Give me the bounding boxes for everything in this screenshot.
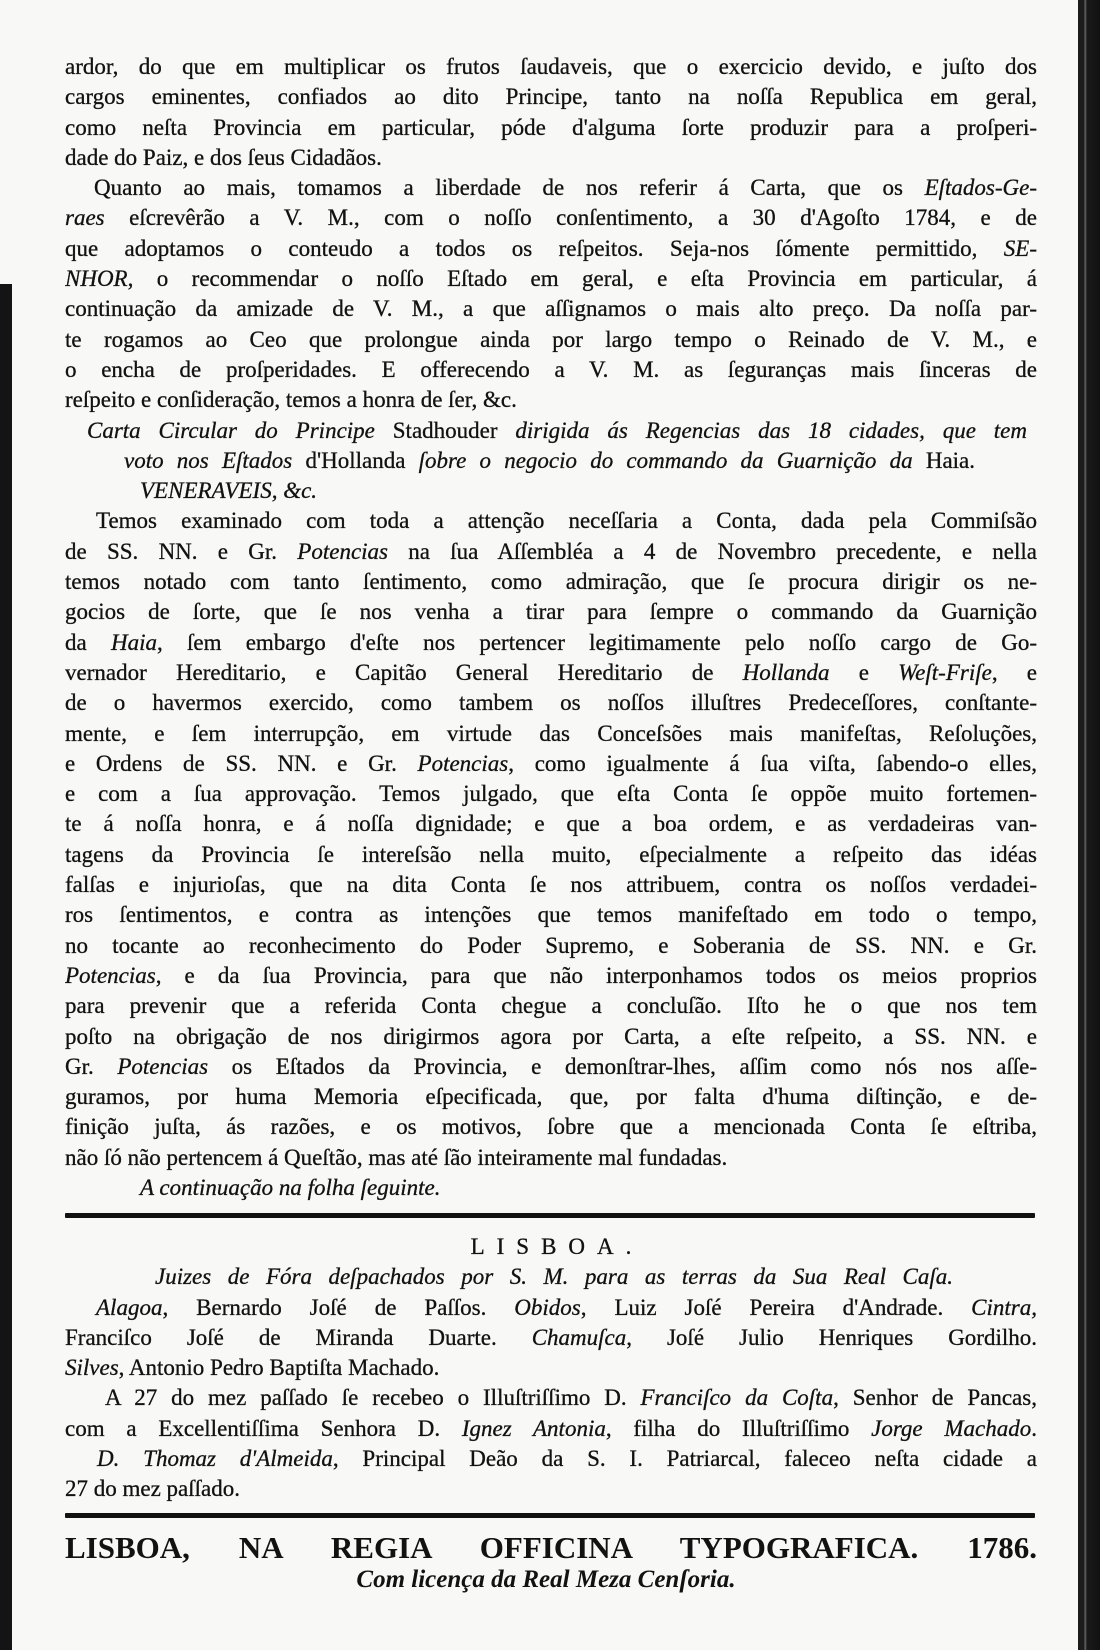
text-line: gocios de ſorte, que ſe nos venha a tirar para ſempre o commando da Guarnição bbox=[65, 599, 1037, 625]
text-line: te rogamos ao Ceo que prolongue ainda por largo tempo o Reinado de V. M., e bbox=[65, 326, 1037, 352]
text-line bbox=[65, 1353, 1037, 1383]
text-segment: eſcrevêrão a V. M., com o noſſo conſentimento, a 30 d'Agoſto 1784, e de bbox=[104, 205, 1037, 231]
text-segment: da bbox=[65, 629, 111, 655]
text-line: de o havermos exercido, como tambem os noſſos illuſtres Predeceſſores, conſtante- bbox=[65, 690, 1037, 716]
text-line: cargos eminentes, confiados ao dito Principe, tanto na noſſa Republica em geral, bbox=[65, 84, 1037, 110]
text-line: Temos examinado com toda a attenção neceſſaria a Conta, dada pela Commiſsão bbox=[96, 508, 1037, 534]
text-line: poſto na obrigação de nos dirigirmos agora por Carta, a eſte reſpeito, a SS. NN. e bbox=[65, 1023, 1037, 1049]
imprint-line: LISBOA, NA REGIA OFFICINA TYPOGRAFICA. 1786. bbox=[65, 1530, 1037, 1565]
text-line: falſas e injurioſas, que na dita Conta ſe nos attribuem, contra os noſſos verdadei- bbox=[65, 872, 1037, 898]
text-segment: na ſua Aſſembléa a 4 de Novembro precedente, e nella bbox=[388, 538, 1037, 564]
italic-text-segment: Silves bbox=[65, 1355, 119, 1381]
italic-text-segment: Ignez Antonia bbox=[461, 1415, 606, 1441]
text-line: finição juſta, ás razões, e os motivos, ſobre que a mencionada Conta ſe eſtriba, bbox=[65, 1114, 1037, 1140]
text-line bbox=[65, 658, 1037, 688]
text-line: não ſó não pertencem á Queſtão, mas até ſão inteiramente mal fundadas. bbox=[65, 1144, 728, 1170]
appointments-title: Juizes de Fóra deſpachados por S. M. para as terras da Sua Real Caſa. bbox=[155, 1264, 953, 1290]
text-line bbox=[65, 234, 1037, 264]
text-line: 27 do mez paſſado. bbox=[65, 1476, 241, 1502]
text-segment: Gr. bbox=[65, 1053, 118, 1079]
text-line: continuação da amizade de V. M., a que aſſignamos o mais alto preço. Da noſſa par- bbox=[65, 296, 1037, 322]
text-line: e com a ſua approvação. Temos julgado, que eſta Conta ſe oppõe muito fortemen- bbox=[65, 781, 1037, 807]
text-segment: , o recommendar o noſſo Eſtado em geral, e eſta Provincia em particular, á bbox=[127, 266, 1037, 292]
italic-text-segment: Chamuſca bbox=[531, 1324, 627, 1350]
letter-body bbox=[65, 506, 1037, 1203]
appointments-list bbox=[65, 1293, 1037, 1384]
italic-text-segment: Eſtados-Ge- bbox=[924, 175, 1037, 201]
scan-edge-right bbox=[1078, 0, 1100, 1650]
italic-text-segment: Alagoa bbox=[96, 1294, 163, 1320]
text-line bbox=[65, 416, 1037, 446]
text-line: para prevenir que a referida Conta chegue a concluſão. Iſto he o que nos tem bbox=[65, 993, 1037, 1019]
censor-license: Com licença da Real Meza Cenſoria. bbox=[356, 1566, 736, 1593]
italic-text-segment: Cintra, bbox=[971, 1294, 1037, 1320]
text-line bbox=[65, 1444, 1037, 1474]
text-segment: e Ordens de SS. NN. e Gr. bbox=[65, 750, 418, 776]
text-segment: , Principal Deão da S. I. Patriarcal, faleceo neſta cidade a bbox=[332, 1446, 1037, 1472]
text-line: ardor, do que em multiplicar os frutos ſaudaveis, que o exercicio devido, e juſto dos bbox=[65, 54, 1037, 79]
section-divider bbox=[65, 1213, 1035, 1218]
italic-text-segment: SE- bbox=[1003, 235, 1037, 261]
italic-text-segment: ſobre o negocio do commando da Guarnição da bbox=[405, 447, 926, 473]
text-segment: Haia. bbox=[925, 447, 975, 473]
text-segment: , Senhor de Pancas, bbox=[833, 1385, 1037, 1411]
text-segment: , e bbox=[991, 659, 1037, 685]
text-segment: A 27 do mez paſſado ſe recebeo o Illuſtriſſimo D. bbox=[105, 1385, 641, 1411]
text-segment: , Bernardo Joſé de Paſſos. bbox=[162, 1294, 515, 1320]
article-column bbox=[65, 52, 1037, 1203]
text-segment: , filha do Illuſtriſſimo bbox=[605, 1415, 872, 1441]
text-segment: que adoptamos o conteudo a todos os reſpeitos. Seja-nos ſómente permittido, bbox=[65, 235, 1004, 261]
italic-text-segment: Hollanda bbox=[742, 659, 830, 685]
text-segment: , e da ſua Provincia, para que não interponhamos todos os meios proprios bbox=[155, 962, 1037, 988]
text-line bbox=[65, 961, 1037, 991]
continuation-note: A continuação na folha ſeguinte. bbox=[140, 1174, 441, 1200]
text-line: te á noſſa honra, e á noſſa dignidade; e que a boa ordem, e as verdadeiras van- bbox=[65, 811, 1037, 837]
text-segment: Stadhouder bbox=[392, 417, 498, 443]
italic-text-segment: raes bbox=[65, 205, 105, 231]
italic-text-segment: Haia bbox=[110, 629, 157, 655]
lisboa-section bbox=[65, 1232, 1037, 1505]
italic-text-segment: Potencias bbox=[65, 962, 156, 988]
text-line: como neſta Provincia em particular, póde d'alguma ſorte produzir para a proſperi- bbox=[65, 114, 1037, 140]
italic-text-segment: D. Thomaz d'Almeida bbox=[97, 1446, 333, 1472]
text-line bbox=[65, 1052, 1037, 1082]
text-segment: , ſem embargo d'eſte nos pertencer legitimamente pelo noſſo cargo de Go- bbox=[156, 629, 1037, 655]
scan-edge-left bbox=[0, 284, 12, 1650]
italic-text-segment: Franciſco da Coſta bbox=[640, 1385, 834, 1411]
text-line bbox=[65, 446, 1037, 476]
text-line bbox=[65, 203, 1037, 233]
text-segment: de SS. NN. e Gr. bbox=[65, 538, 298, 564]
text-segment: , Joſé Julio Henriques Gordilho. bbox=[626, 1324, 1037, 1350]
text-segment: com a Excellentiſſima Senhora D. bbox=[65, 1415, 462, 1441]
italic-text-segment: voto nos Eſtados bbox=[124, 447, 306, 473]
news-item bbox=[65, 1383, 1037, 1444]
text-segment: d'Hollanda bbox=[305, 447, 406, 473]
text-segment: os Eſtados da Provincia, e demonſtrar-lhes, aſſim como nós nos aſſe- bbox=[208, 1053, 1037, 1079]
text-segment: , como igualmente á ſua viſta, ſabendo-o elles, bbox=[508, 750, 1037, 776]
text-segment: vernador Hereditario, e Capitão General Hereditario de bbox=[65, 659, 743, 685]
text-line bbox=[65, 1383, 1037, 1413]
italic-text-segment: Carta Circular do Principe bbox=[87, 417, 393, 443]
text-segment: . bbox=[1031, 1415, 1037, 1441]
italic-text-segment: NHOR bbox=[65, 266, 128, 292]
text-segment: e bbox=[829, 659, 899, 685]
letter-heading bbox=[65, 416, 1037, 507]
paragraph-continued bbox=[65, 52, 1037, 173]
italic-text-segment: dirigida ás Regencias das 18 cidades, que tem bbox=[497, 417, 1027, 443]
text-line: guramos, por huma Memoria eſpecificada, que, por falta d'huma diſtinção, e de- bbox=[65, 1084, 1037, 1110]
italic-text-segment: Potencias bbox=[417, 750, 509, 776]
text-line bbox=[65, 173, 1037, 203]
text-line bbox=[65, 628, 1037, 658]
text-line: temos notado com tanto ſentimento, como admiração, que ſe procura dirigir os ne- bbox=[65, 569, 1037, 595]
text-line: ros ſentimentos, e contra as intenções que temos manifeſtado em todo o tempo, bbox=[65, 902, 1037, 928]
text-line: tagens da Provincia ſe intereſsão nella muito, eſpecialmente a reſpeito das idéas bbox=[65, 841, 1037, 867]
italic-text-segment: Weſt-Friſe bbox=[898, 659, 992, 685]
text-segment: Franciſco Joſé de Miranda Duarte. bbox=[65, 1324, 532, 1350]
italic-text-segment: Jorge Machado bbox=[871, 1415, 1032, 1441]
text-line bbox=[65, 749, 1037, 779]
italic-text-segment: Potencias bbox=[297, 538, 388, 564]
text-line bbox=[65, 1414, 1037, 1444]
text-line bbox=[65, 1323, 1037, 1353]
text-line: mente, e ſem interrupção, em virtude das Conceſsões mais manifeſtas, Reſoluções, bbox=[65, 720, 1037, 746]
section-heading: LISBOA. bbox=[470, 1234, 644, 1259]
text-line: dade do Paiz, e dos ſeus Cidadãos. bbox=[65, 144, 382, 170]
text-segment: , Antonio Pedro Baptiſta Machado. bbox=[118, 1355, 440, 1381]
text-line: o encha de proſperidades. E offerecendo a V. M. as ſeguranças mais ſinceras de bbox=[65, 356, 1037, 382]
text-line: reſpeito e conſideração, temos a honra de ſer, &c. bbox=[65, 387, 517, 413]
obituary-item bbox=[65, 1444, 1037, 1505]
italic-text-segment: Potencias bbox=[117, 1053, 209, 1079]
text-line: no tocante ao reconhecimento do Poder Supremo, e Soberania de SS. NN. e Gr. bbox=[65, 932, 1037, 958]
text-line bbox=[65, 1293, 1037, 1323]
text-line bbox=[65, 537, 1037, 567]
italic-text-segment: Obidos bbox=[514, 1294, 581, 1320]
text-segment: , Luiz Joſé Pereira d'Andrade. bbox=[580, 1294, 972, 1320]
text-line bbox=[65, 264, 1037, 294]
text-segment: Quanto ao mais, tomamos a liberdade de nos referir á Carta, que os bbox=[94, 175, 925, 201]
salutation: VENERAVEIS, &c. bbox=[140, 478, 318, 504]
paragraph-closing bbox=[65, 173, 1037, 415]
footer-divider bbox=[65, 1513, 1035, 1518]
